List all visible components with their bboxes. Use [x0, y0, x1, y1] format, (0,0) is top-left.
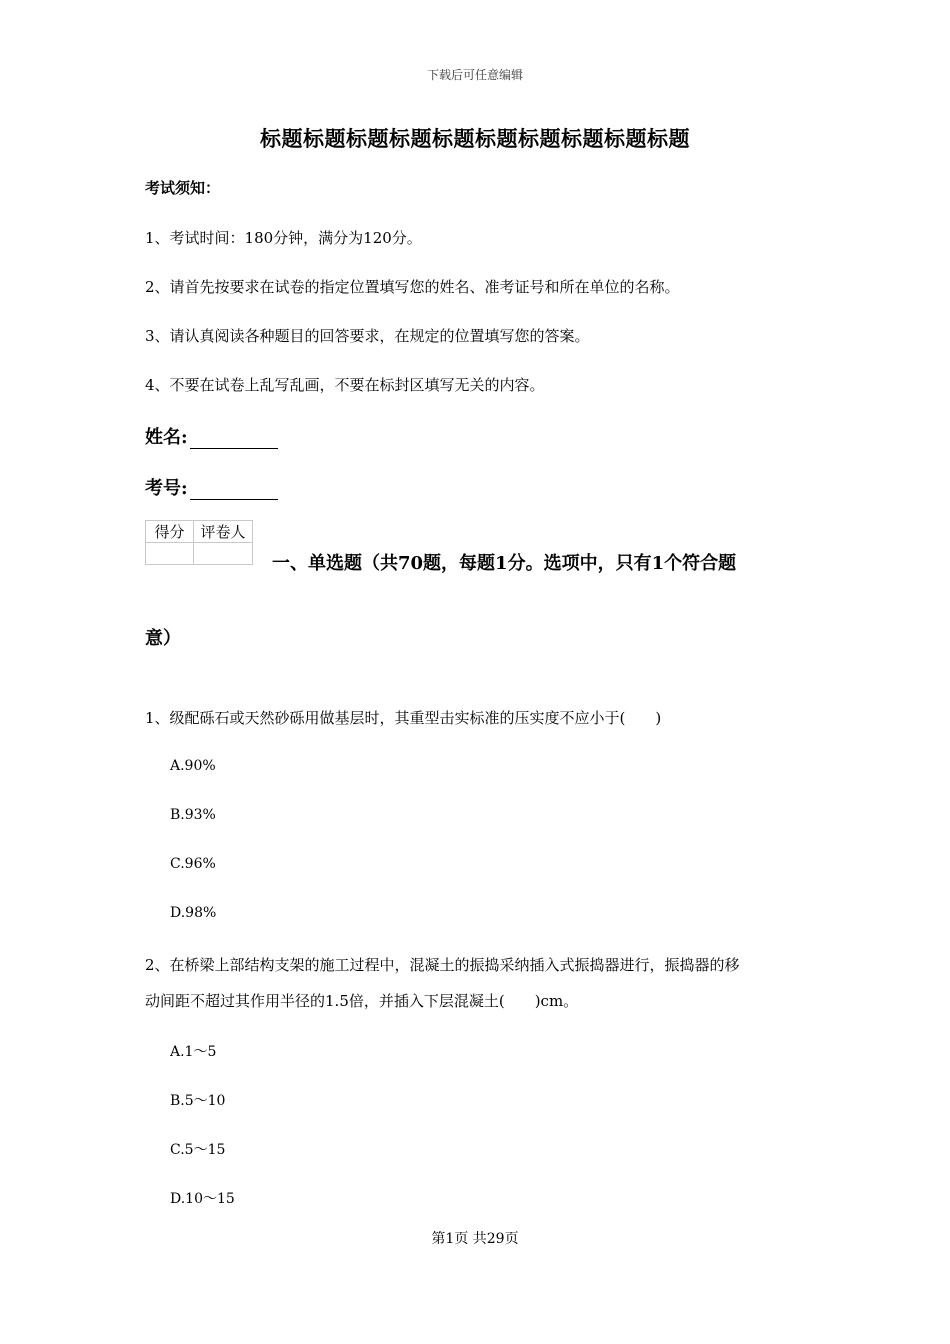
section-title-continued: 意） — [145, 628, 181, 649]
question-option: A.90% — [170, 758, 216, 774]
page-header: 下载后可任意编辑 — [426, 68, 523, 82]
score-table — [145, 520, 253, 565]
grader-cell[interactable] — [194, 543, 253, 565]
number-field — [145, 474, 278, 500]
page-footer: 第1页 共29页 — [431, 1231, 519, 1247]
notice-rule: 2、请首先按要求在试卷的指定位置填写您的姓名、准考证号和所在单位的名称。 — [145, 278, 680, 296]
notice-heading: 考试须知： — [145, 179, 221, 197]
question-option: B.5～10 — [170, 1093, 226, 1109]
question-option: D.98% — [170, 905, 217, 921]
grader-header: 评卷人 — [194, 521, 253, 543]
question-text: 2、在桥梁上部结构支架的施工过程中，混凝土的振捣采纳插入式振捣器进行，振捣器的移 — [145, 956, 740, 974]
question-option: A.1～5 — [170, 1044, 217, 1060]
name-label: 姓名: — [145, 427, 188, 448]
score-header: 得分 — [146, 521, 194, 543]
notice-rule: 3、请认真阅读各种题目的回答要求，在规定的位置填写您的答案。 — [145, 327, 590, 345]
question-option: B.93% — [170, 807, 216, 823]
question-option: D.10～15 — [170, 1191, 235, 1207]
question-text-continued: 动间距不超过其作用半径的1.5倍，并插入下层混凝土( )cm。 — [145, 992, 579, 1010]
score-cell[interactable] — [146, 543, 194, 565]
question-option: C.96% — [170, 856, 216, 872]
name-blank[interactable] — [190, 430, 278, 449]
notice-rule: 4、不要在试卷上乱写乱画，不要在标封区填写无关的内容。 — [145, 376, 545, 394]
name-field — [145, 423, 278, 449]
number-label: 考号: — [145, 478, 188, 499]
notice-rule: 1、考试时间：180分钟，满分为120分。 — [145, 229, 422, 247]
document-title: 标题标题标题标题标题标题标题标题标题标题 — [260, 126, 690, 151]
section-title: 一、单选题（共70题，每题1分。选项中，只有1个符合题 — [272, 553, 737, 574]
number-blank[interactable] — [190, 481, 278, 500]
question-text: 1、级配砾石或天然砂砾用做基层时，其重型击实标准的压实度不应小于( ) — [145, 709, 662, 727]
question-option: C.5～15 — [170, 1142, 226, 1158]
